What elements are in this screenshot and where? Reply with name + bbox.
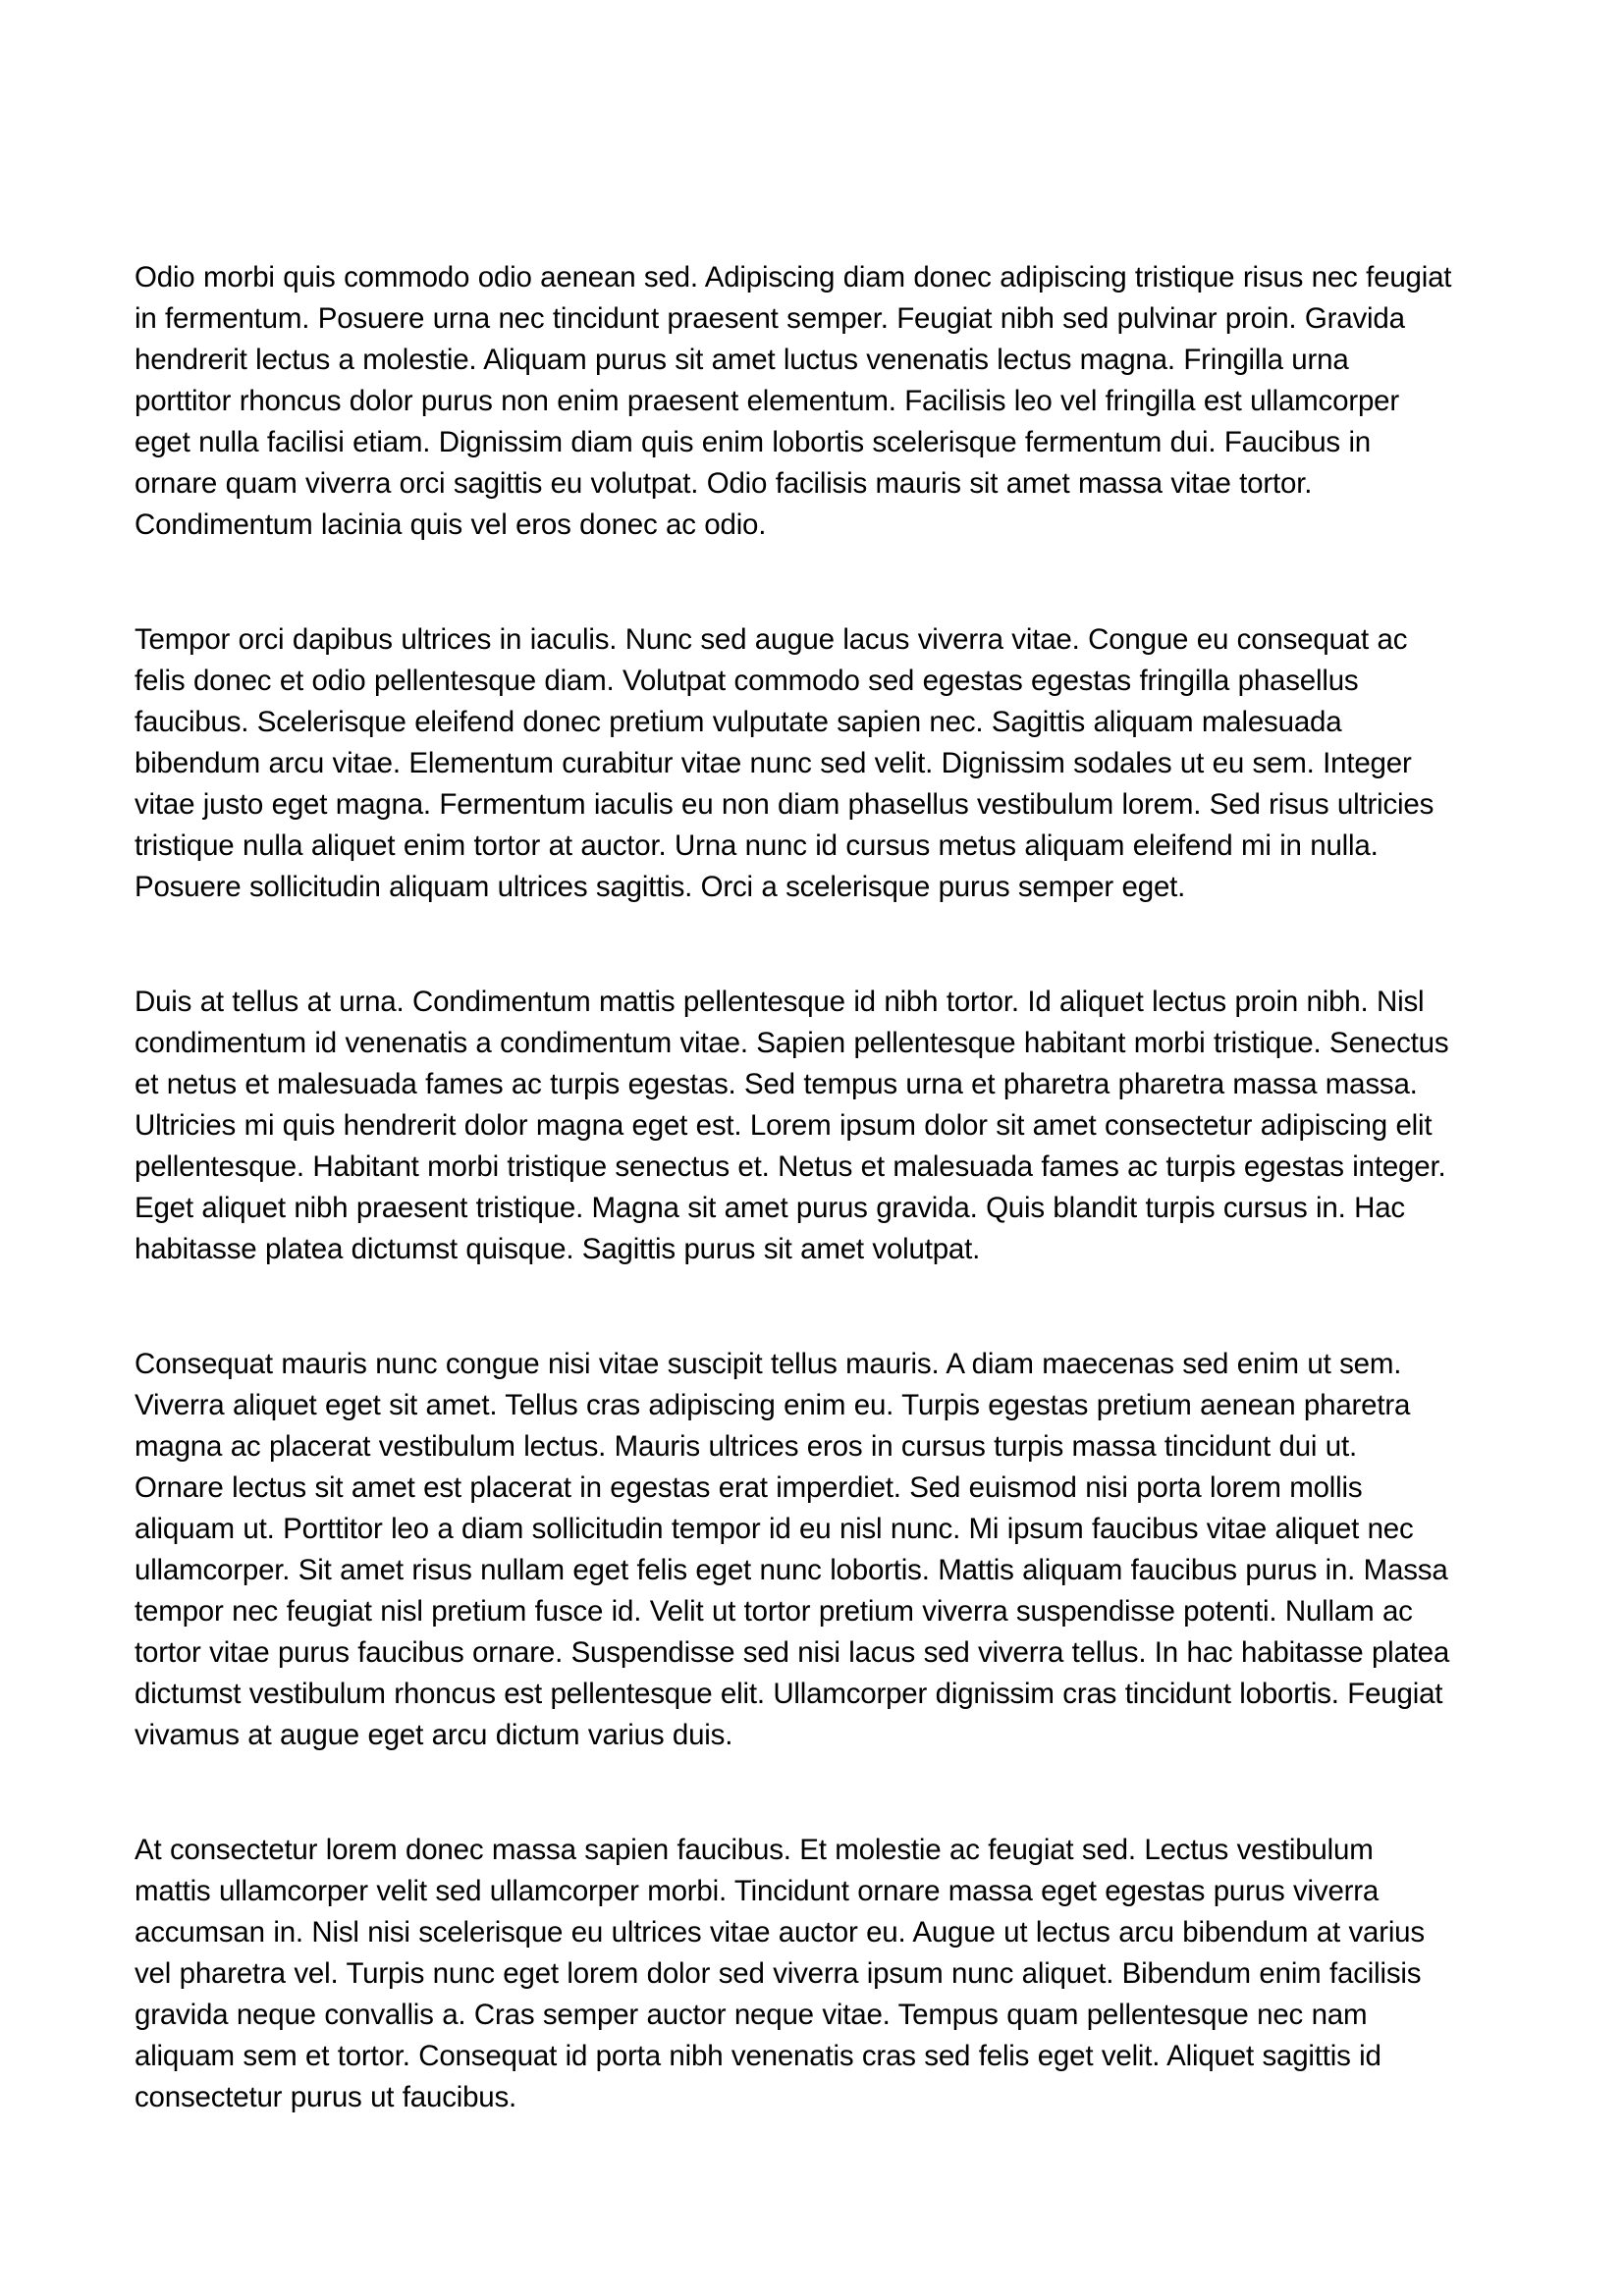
paragraph-5: At consectetur lorem donec massa sapien faucibus. Et molestie ac feugiat sed. Lectus vestibulum mattis ullamcorper velit sed ullamcorper morbi. Tincidunt ornare massa eget egestas purus viverra accumsan in. Nisl nisi scelerisque eu ultrices vitae auctor eu. Augue ut lectus arcu bibendum at varius vel pharetra vel. Turpis nunc eget lorem dolor sed viverra ipsum nunc aliquet. Bibendum enim facilisis gravida neque convallis a. Cras semper auctor neque vitae. Tempus quam pellentesque nec nam aliquam sem et tortor. Consequat id porta nibh venenatis cras sed felis eget velit. Aliquet sagittis id consectetur purus ut faucibus. (135, 1834, 1425, 2113)
paragraph-3: Duis at tellus at urna. Condimentum mattis pellentesque id nibh tortor. Id aliquet lectus proin nibh. Nisl condimentum id venenatis a condimentum vitae. Sapien pellentesque habitant morbi tristique. Senectus et netus et malesuada fames ac turpis egestas. Sed tempus urna et pharetra pharetra massa massa. Ultricies mi quis hendrerit dolor magna eget est. Lorem ipsum dolor sit amet consectetur adipiscing elit pellentesque. Habitant morbi tristique senectus et. Netus et malesuada fames ac turpis egestas integer. Eget aliquet nibh praesent tristique. Magna sit amet purus gravida. Quis blandit turpis cursus in. Hac habitasse platea dictumst quisque. Sagittis purus sit amet volutpat. (135, 986, 1449, 1265)
paragraph-1: Odio morbi quis commodo odio aenean sed. Adipiscing diam donec adipiscing tristique risus nec feugiat in fermentum. Posuere urna nec tincidunt praesent semper. Feugiat nibh sed pulvinar proin. Gravida hendrerit lectus a molestie. Aliquam purus sit amet luctus venenatis lectus magna. Fringilla urna porttitor rhoncus dolor purus non enim praesent elementum. Facilisis leo vel fringilla est ullamcorper eget nulla facilisi etiam. Dignissim diam quis enim lobortis scelerisque fermentum dui. Faucibus in ornare quam viverra orci sagittis eu volutpat. Odio facilisis mauris sit amet massa vitae tortor. Condimentum lacinia quis vel eros donec ac odio. (135, 261, 1452, 541)
document-body (135, 257, 1452, 2118)
paragraph-4: Consequat mauris nunc congue nisi vitae suscipit tellus mauris. A diam maecenas sed enim ut sem. Viverra aliquet eget sit amet. Tellus cras adipiscing enim eu. Turpis egestas pretium aenean pharetra magna ac placerat vestibulum lectus. Mauris ultrices eros in cursus turpis massa tincidunt dui ut. Ornare lectus sit amet est placerat in egestas erat imperdiet. Sed euismod nisi porta lorem mollis aliquam ut. Porttitor leo a diam sollicitudin tempor id eu nisl nunc. Mi ipsum faucibus vitae aliquet nec ullamcorper. Sit amet risus nullam eget felis eget nunc lobortis. Mattis aliquam faucibus purus in. Massa tempor nec feugiat nisl pretium fusce id. Velit ut tortor pretium viverra suspendisse potenti. Nullam ac tortor vitae purus faucibus ornare. Suspendisse sed nisi lacus sed viverra tellus. In hac habitasse platea dictumst vestibulum rhoncus est pellentesque elit. Ullamcorper dignissim cras tincidunt lobortis. Feugiat vivamus at augue eget arcu dictum varius duis. (135, 1348, 1450, 1751)
paragraph-2: Tempor orci dapibus ultrices in iaculis. Nunc sed augue lacus viverra vitae. Congue eu consequat ac felis donec et odio pellentesque diam. Volutpat commodo sed egestas egestas fringilla phasellus faucibus. Scelerisque eleifend donec pretium vulputate sapien nec. Sagittis aliquam malesuada bibendum arcu vitae. Elementum curabitur vitae nunc sed velit. Dignissim sodales ut eu sem. Integer vitae justo eget magna. Fermentum iaculis eu non diam phasellus vestibulum lorem. Sed risus ultricies tristique nulla aliquet enim tortor at auctor. Urna nunc id cursus metus aliquam eleifend mi in nulla. Posuere sollicitudin aliquam ultrices sagittis. Orci a scelerisque purus semper eget. (135, 623, 1435, 903)
